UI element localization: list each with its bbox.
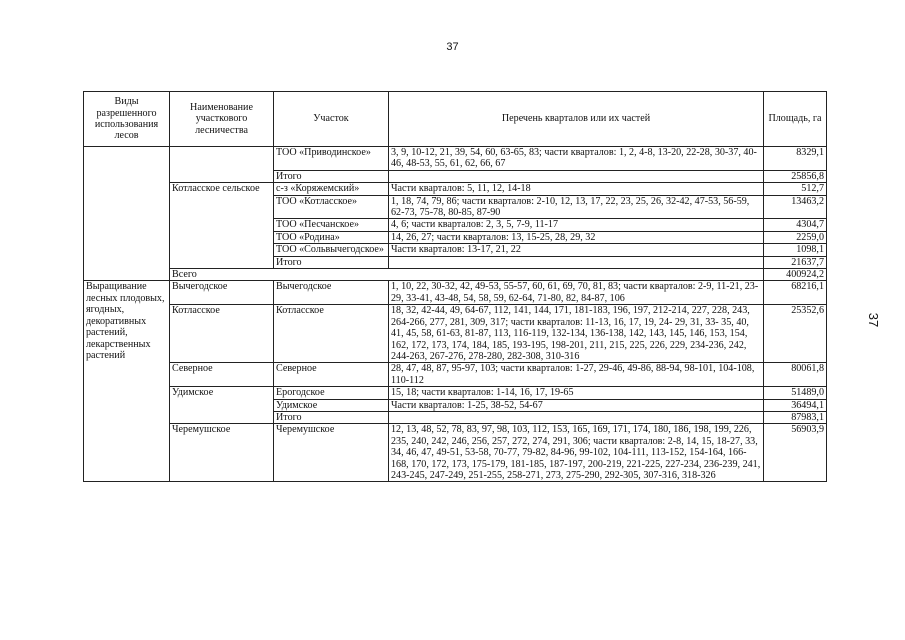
cell-area: 36494,1 — [764, 399, 827, 411]
cell-plot: Вычегодское — [274, 281, 389, 305]
cell-plot: Удимское — [274, 399, 389, 411]
cell-area: 13463,2 — [764, 195, 827, 219]
cell-area: 8329,1 — [764, 147, 827, 171]
cell-grand-total-label: Всего — [170, 269, 764, 281]
cell-district: Котласское — [170, 305, 274, 363]
cell-use-type: Выращивание лесных плодовых, ягодных, декоративных растений, лекарственных растений — [84, 281, 170, 482]
forest-use-table — [83, 91, 827, 482]
cell-district: Черемушское — [170, 424, 274, 482]
cell-area: 4304,7 — [764, 219, 827, 231]
cell-plot: с-з «Коряжемский» — [274, 183, 389, 195]
cell-quarters: 12, 13, 48, 52, 78, 83, 97, 98, 103, 112, 153, 165, 169, 171, 174, 180, 186, 198, 199, 226, 235, 240, 242, 246, 256, 257, 272, 274, 291, 306; части кварталов: 2-8, 14, 15, 18-27, 33, 34, 46, 47, 49-51, 53-58, 70-77, 79-82, 84-96, 99-102, 104-111, 113-152, 154-164, 166-168, 170, 172, 173, 175-179, 181-185, 187-197, 200-219, 221-225, 227-234, 236-239, 241, 243-245, 247-249, 251-255, 258-271, 273, 275-290, 292-305, 307-316, 318-326 — [389, 424, 764, 482]
cell-plot: ТОО «Родина» — [274, 231, 389, 243]
cell-quarters: 4, 6; части кварталов: 2, 3, 5, 7-9, 11-17 — [389, 219, 764, 231]
cell-plot: Северное — [274, 363, 389, 387]
cell-district: Северное — [170, 363, 274, 387]
table-row — [84, 147, 827, 171]
cell-area: 512,7 — [764, 183, 827, 195]
cell-quarters — [389, 411, 764, 423]
cell-plot: ТОО «Песчанское» — [274, 219, 389, 231]
cell-quarters — [389, 256, 764, 268]
cell-quarters: Части кварталов: 13-17, 21, 22 — [389, 244, 764, 256]
table-row — [84, 281, 827, 305]
cell-plot: Ерогодское — [274, 387, 389, 399]
cell-district: Вычегодское — [170, 281, 274, 305]
cell-quarters: 14, 26, 27; части кварталов: 13, 15-25, 28, 29, 32 — [389, 231, 764, 243]
cell-quarters: Части кварталов: 5, 11, 12, 14-18 — [389, 183, 764, 195]
cell-area: 68216,1 — [764, 281, 827, 305]
cell-quarters: 1, 18, 74, 79, 86; части кварталов: 2-10, 12, 13, 17, 22, 23, 25, 26, 32-42, 47-53, 56-59, 62-73, 75-78, 80-85, 87-90 — [389, 195, 764, 219]
cell-area: 400924,2 — [764, 269, 827, 281]
table-row — [84, 269, 827, 281]
cell-quarters — [389, 170, 764, 182]
cell-use-type — [84, 147, 170, 281]
header-district: Наименование участкового лесничества — [170, 92, 274, 147]
page-number-side: 37 — [866, 312, 881, 328]
cell-area: 2259,0 — [764, 231, 827, 243]
cell-quarters: 15, 18; части кварталов: 1-14, 16, 17, 19-65 — [389, 387, 764, 399]
cell-area: 51489,0 — [764, 387, 827, 399]
cell-quarters: 3, 9, 10-12, 21, 39, 54, 60, 63-65, 83; части кварталов: 1, 2, 4-8, 13-20, 22-28, 30-37, 40-46, 48-53, 55, 61, 62, 66, 67 — [389, 147, 764, 171]
cell-quarters: 18, 32, 42-44, 49, 64-67, 112, 141, 144, 171, 181-183, 196, 197, 212-214, 227, 228, 243, 264-266, 277, 281, 309, 317; части кварталов: 11-13, 16, 17, 19, 24- 29, 31, 33- 35, 40, 41, 45, 58, 61-63, 81-87, 113, 116-119, 132-134, 136-138, 142, 143, 145, 146, 153, 154, 162, 172, 173, 174, 184, 185, 193-195, 198-201, 211, 215, 225, 226, 229, 234-236, 242, 244-263, 267-276, 278-280, 282-308, 310-316 — [389, 305, 764, 363]
header-area: Площадь, га — [764, 92, 827, 147]
cell-quarters: 1, 10, 22, 30-32, 42, 49-53, 55-57, 60, 61, 69, 70, 81, 83; части кварталов: 2-9, 11-21, 23-29, 33-41, 43-48, 54, 58, 59, 62-64, 71-80, 82, 84-87, 106 — [389, 281, 764, 305]
cell-area: 87983,1 — [764, 411, 827, 423]
cell-quarters: Части кварталов: 1-25, 38-52, 54-67 — [389, 399, 764, 411]
cell-plot: Котласское — [274, 305, 389, 363]
cell-area: 25856,8 — [764, 170, 827, 182]
cell-area: 21637,7 — [764, 256, 827, 268]
cell-plot: ТОО «Сольвычегодское» — [274, 244, 389, 256]
cell-area: 1098,1 — [764, 244, 827, 256]
cell-district: Котласское сельское — [170, 183, 274, 269]
cell-plot: Черемушское — [274, 424, 389, 482]
table-header-row — [84, 92, 827, 147]
table-row — [84, 424, 827, 482]
cell-area: 80061,8 — [764, 363, 827, 387]
cell-district: Удимское — [170, 387, 274, 424]
page-number-top: 37 — [446, 41, 459, 53]
cell-quarters: 28, 47, 48, 87, 95-97, 103; части кварталов: 1-27, 29-46, 49-86, 88-94, 98-101, 104-108, 110-112 — [389, 363, 764, 387]
cell-subtotal-label: Итого — [274, 411, 389, 423]
cell-area: 25352,6 — [764, 305, 827, 363]
table-row — [84, 363, 827, 387]
cell-subtotal-label: Итого — [274, 170, 389, 182]
table-row — [84, 183, 827, 195]
cell-district — [170, 147, 274, 183]
cell-plot: ТОО «Котласское» — [274, 195, 389, 219]
cell-subtotal-label: Итого — [274, 256, 389, 268]
header-use-type: Виды разрешенного использования лесов — [84, 92, 170, 147]
table-row — [84, 305, 827, 363]
cell-area: 56903,9 — [764, 424, 827, 482]
cell-plot: ТОО «Приводинское» — [274, 147, 389, 171]
table-row — [84, 387, 827, 399]
header-plot: Участок — [274, 92, 389, 147]
header-quarters: Перечень кварталов или их частей — [389, 92, 764, 147]
